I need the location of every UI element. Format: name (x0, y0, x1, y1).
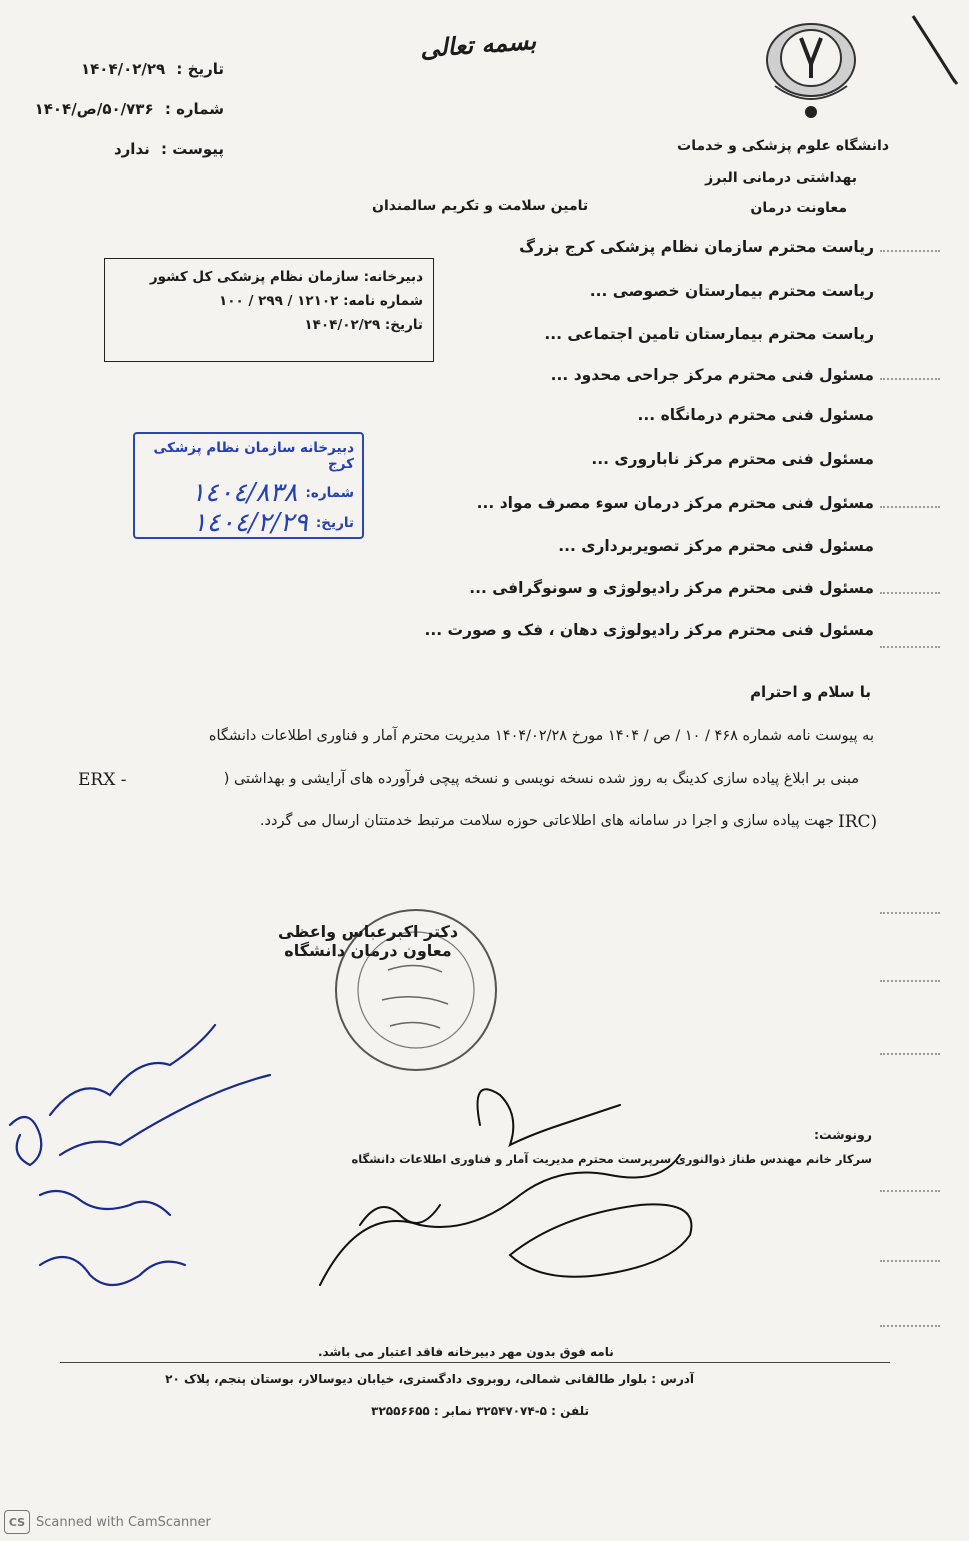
body-paragraph-line-3: جهت پیاده سازی و اجرا در سامانه های اطلاعاتی حوزه سلامت مرتبط خدمتتان ارسال می گردد. (259, 813, 834, 829)
blue-stamp-date-value: ١٤٠٤/٢/٢٩ (192, 508, 308, 538)
slogan: تامین سلامت و تکریم سالمندان (372, 198, 589, 214)
greeting: با سلام و احترام (750, 683, 871, 701)
university-emblem-icon (765, 12, 857, 124)
recipient-line: مسئول فنی محترم مرکز رادیولوژی دهان ، فک و صورت ... (424, 621, 874, 639)
footer-phone: تلفن : ۵-۳۲۵۴۷۰۷۴ نمابر : ۳۲۵۵۶۶۵۵ (371, 1404, 589, 1418)
blue-stamp-date-row (135, 508, 354, 538)
number-line (35, 100, 224, 118)
blue-stamp-number-label: شماره: (305, 485, 354, 501)
blue-stamp-date-label: تاریخ: (315, 515, 354, 531)
org-line-2: بهداشتی درمانی البرز (705, 170, 857, 186)
attachment-line (114, 140, 224, 158)
dotted-rule (880, 592, 940, 594)
date-line (81, 60, 224, 78)
body-latin-erx: ERX - (78, 770, 127, 790)
dotted-rule (880, 1325, 940, 1327)
signatory-block (268, 922, 468, 960)
blue-stamp-number-value: ١٤٠٤/٨٣٨ (190, 478, 298, 508)
recipient-line: مسئول فنی محترم مرکز رادیولوژی و سونوگرافی ... (469, 579, 874, 597)
recipient-line: مسئول فنی محترم مرکز جراحی محدود ... (550, 366, 874, 384)
date-value: ۱۴۰۴/۰۲/۲۹ (80, 60, 166, 78)
validity-note: نامه فوق بدون مهر دبیرخانه فاقد اعتبار می باشد. (318, 1345, 614, 1359)
org-line-1: دانشگاه علوم پزشکی و خدمات (677, 138, 889, 154)
body-paragraph-line-2: مبنی بر ابلاغ پیاده سازی کدینگ به روز شده نسخه نویسی و نسخه پیچی فرآورده های آرایشی و بهداشتی ( (223, 771, 859, 787)
secretariat-line-3: تاریخ: ۱۴۰۴/۰۲/۲۹ (304, 317, 423, 333)
attachment-label: پیوست : (160, 140, 224, 158)
handwritten-slash-mark (905, 10, 965, 90)
recipient-line: مسئول فنی محترم درمانگاه ... (637, 406, 874, 424)
secretariat-box-stamp (104, 258, 434, 362)
cc-label: رونوشت: (813, 1127, 872, 1142)
handwritten-annotations (0, 1015, 700, 1335)
body-paragraph-line-1: به پیوست نامه شماره ۴۶۸ / ۱۰ / ص / ۱۴۰۴ مورخ ۱۴۰۴/۰۲/۲۸ مدیریت محترم آمار و فناوری اطلاعات دانشگاه (208, 728, 874, 744)
recipient-line: ریاست محترم بیمارستان خصوصی ... (589, 282, 874, 300)
secretariat-line-2: شماره نامه: ۱۲۱۰۲ / ۲۹۹ / ۱۰۰ (219, 293, 423, 309)
recipient-line: مسئول فنی محترم مرکز درمان سوء مصرف مواد ... (476, 494, 874, 512)
body-latin-irc: IRC) (838, 812, 878, 832)
org-line-3: معاونت درمان (750, 200, 847, 216)
attachment-value: ندارد (113, 140, 150, 158)
dotted-rule (880, 1260, 940, 1262)
recipient-line: مسئول فنی محترم مرکز ناباروری ... (591, 450, 874, 468)
camscanner-watermark (4, 1510, 211, 1534)
dotted-rule (880, 1190, 940, 1192)
dotted-rule (880, 378, 940, 380)
date-label: تاریخ : (176, 60, 224, 78)
dotted-rule (880, 250, 940, 252)
basmala: بسمه تعالی (419, 25, 537, 64)
camscanner-text: Scanned with CamScanner (36, 1514, 211, 1530)
dotted-rule (880, 980, 940, 982)
dotted-rule (880, 646, 940, 648)
secretariat-line-1: دبیرخانه: سازمان نظام پزشکی کل کشور (149, 269, 423, 285)
number-value: ۵۰/۷۳۶/ص/۱۴۰۴ (34, 100, 154, 118)
signatory-name: دکتر اکبرعباس واعظی (277, 922, 459, 941)
camscanner-logo-icon: CS (4, 1510, 30, 1534)
cc-recipient: سرکار خانم مهندس طناز ذوالنوری سرپرست محترم مدیریت آمار و فناوری اطلاعات دانشگاه (351, 1152, 872, 1166)
dotted-rule (880, 506, 940, 508)
recipient-line: ریاست محترم بیمارستان تامین اجتماعی ... (544, 325, 874, 343)
dotted-rule (880, 912, 940, 914)
signatory-title: معاون درمان دانشگاه (284, 941, 452, 960)
blue-stamp-number-row (135, 478, 354, 508)
dotted-rule (880, 1053, 940, 1055)
recipient-line: مسئول فنی محترم مرکز تصویربرداری ... (558, 537, 874, 555)
recipient-line: ریاست محترم سازمان نظام پزشکی کرج بزرگ (519, 238, 874, 256)
footer-divider (60, 1362, 890, 1363)
footer-address: آدرس : بلوار طالقانی شمالی، روبروی دادگستری، خیابان دیوسالار، بوستان پنجم، پلاک ۲۰ (165, 1372, 694, 1386)
number-label: شماره : (164, 100, 224, 118)
blue-receipt-stamp (133, 432, 364, 539)
blue-stamp-title: دبیرخانه سازمان نظام پزشکی کرج (153, 440, 354, 472)
